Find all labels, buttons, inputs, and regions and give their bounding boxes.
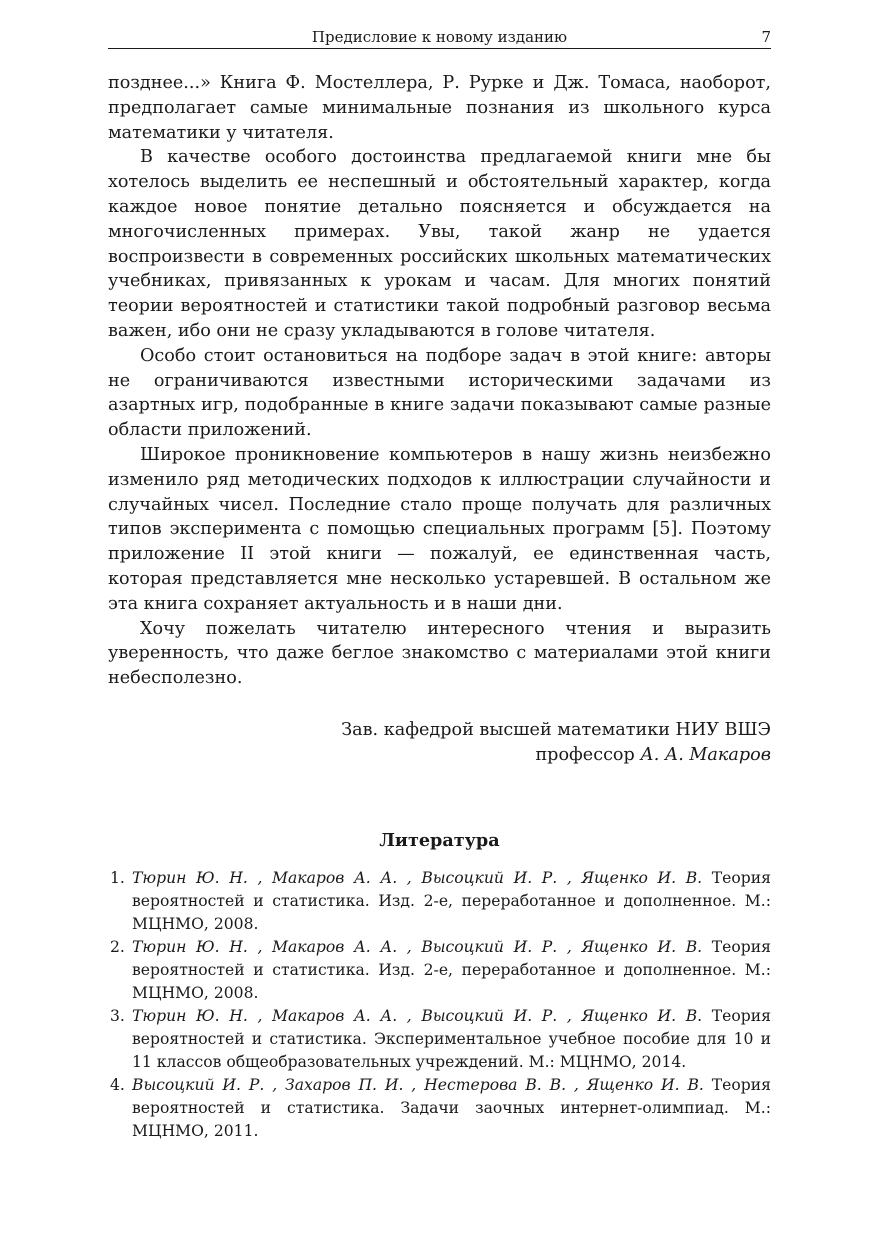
paragraph: Широкое проникновение компьютеров в нашу жизнь неизбежно изменило ряд методических подходов к иллюстрации случайности и случайных чисел. Последние стало проще получать для различных типов эксперимента с помощью специальных программ [5]. Поэтому приложение II этой книги — пожалуй, ее единственная часть, которая представляется мне несколько устаревшей. В остальном же эта книга сохраняет актуальность и в наши дни. (108, 444, 771, 614)
reference-text: Теория вероятностей и статистика. Экспериментальное учебное пособие для 10 и 11 классов общеобразовательных учреждений. М.: МЦНМО, 2014. (132, 1006, 771, 1071)
running-head (108, 26, 771, 49)
reference-number: 1. (110, 868, 125, 887)
signature-title: профессор (535, 744, 635, 765)
paragraph-continued: позднее...» Книга Ф. Мостеллера, Р. Рурке и Дж. Томаса, наоборот, предполагает самые минимальные познания из школьного курса математики у читателя. (108, 73, 771, 143)
reference-number: 4. (110, 1075, 125, 1094)
book-page (108, 26, 771, 1143)
reference-text: Теория вероятностей и статистика. Задачи заочных интернет-олимпиад. М.: МЦНМО, 2011. (132, 1075, 771, 1140)
reference-text: Теория вероятностей и статистика. Изд. 2-е, переработанное и дополненное. М.: МЦНМО, 2008. (132, 937, 771, 1002)
references-section (108, 829, 771, 1143)
paragraph: Хочу пожелать читателю интересного чтения и выразить уверенность, что даже беглое знакомство с материалами этой книги небесполезно. (108, 618, 771, 689)
running-head-title: Предисловие к новому изданию (311, 28, 568, 46)
reference-item (108, 1005, 771, 1074)
reference-item (108, 936, 771, 1005)
reference-number: 3. (110, 1006, 125, 1025)
signature-line (108, 743, 771, 768)
signature-block (108, 718, 771, 768)
page-number: 7 (761, 28, 771, 46)
paragraph: В качестве особого достоинства предлагаемой книги мне бы хотелось выделить ее неспешный и обстоятельный характер, когда каждое новое понятие детально поясняется и обсуждается на многочисленных примерах. Увы, такой жанр не удается воспроизвести в современных российских школьных математических учебниках, привязанных к урокам и часам. Для многих понятий теории вероятностей и статистики такой подробный разговор весьма важен, ибо они не сразу укладываются в голове читателя. (108, 147, 771, 341)
signature-name: А. А. Макаров (640, 744, 771, 765)
reference-text: Теория вероятностей и статистика. Изд. 2-е, переработанное и дополненное. М.: МЦНМО, 2008. (132, 868, 771, 933)
reference-item (108, 1074, 771, 1143)
reference-number: 2. (110, 937, 125, 956)
body-text (108, 71, 771, 691)
references-heading: Литература (379, 829, 500, 851)
references-list (108, 867, 771, 1143)
reference-item (108, 867, 771, 936)
reference-authors: Высоцкий И. Р. , Захаров П. И. , Нестерова В. В. , Ященко И. В. (132, 1075, 704, 1094)
reference-authors: Тюрин Ю. Н. , Макаров А. А. , Высоцкий И. Р. , Ященко И. В. (132, 1006, 703, 1025)
signature-position: Зав. кафедрой высшей математики НИУ ВШЭ (341, 719, 771, 740)
paragraph: Особо стоит остановиться на подборе задач в этой книге: авторы не ограничиваются известными историческими задачами из азартных игр, подобранные в книге задачи показывают самые разные области приложений. (108, 345, 771, 441)
reference-authors: Тюрин Ю. Н. , Макаров А. А. , Высоцкий И. Р. , Ященко И. В. (132, 868, 703, 887)
reference-authors: Тюрин Ю. Н. , Макаров А. А. , Высоцкий И. Р. , Ященко И. В. (132, 937, 703, 956)
